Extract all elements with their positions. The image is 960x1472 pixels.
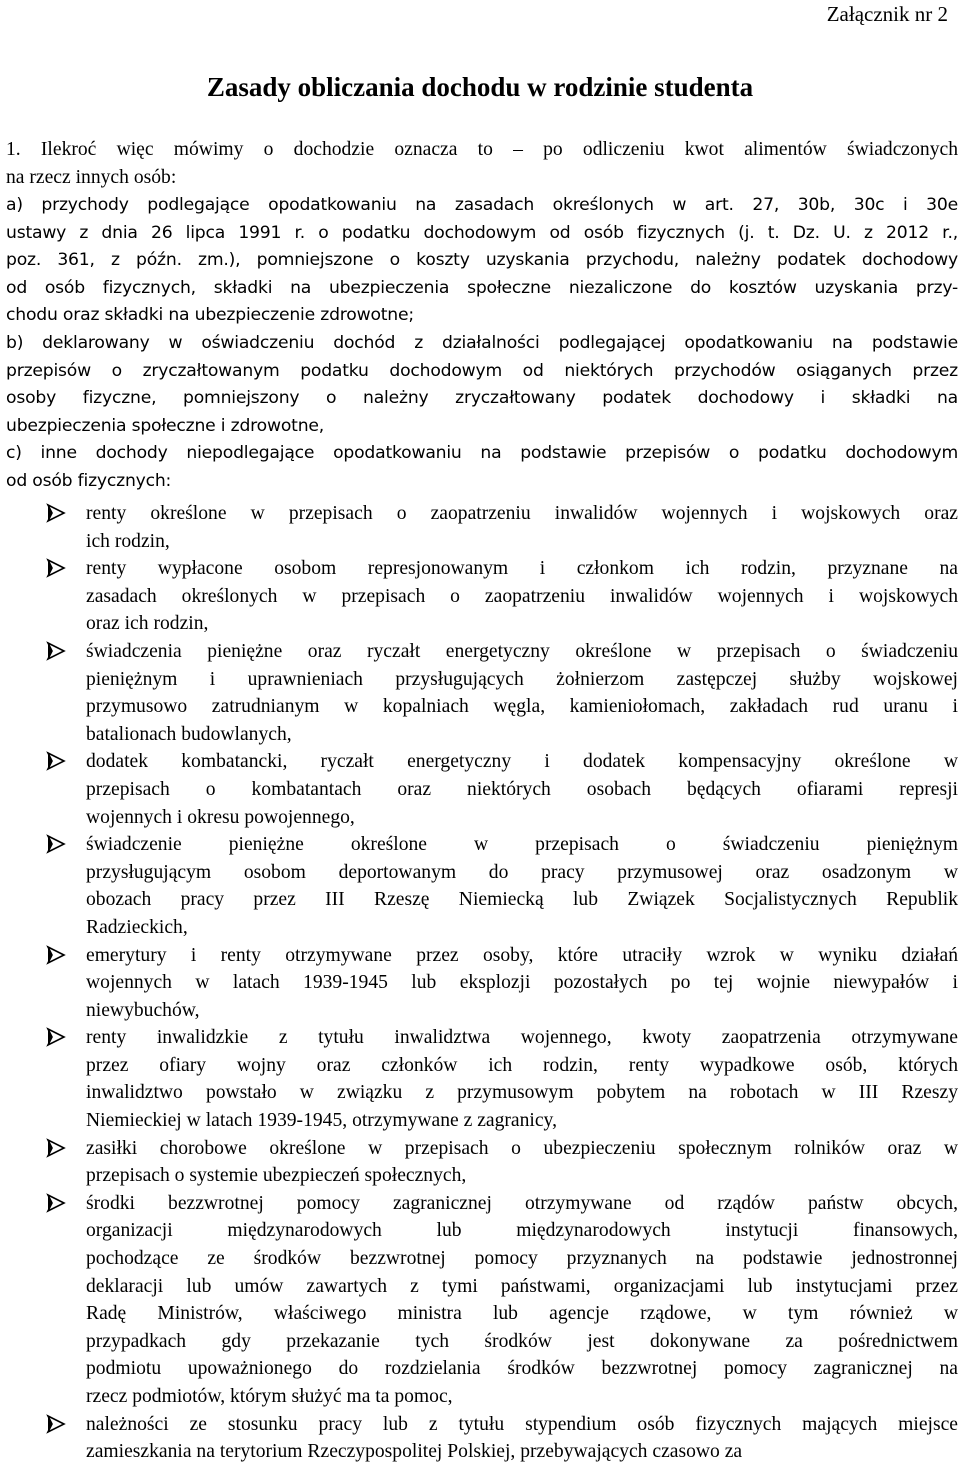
section-line: c) inne dochody niepodlegające opodatkowaniu na podstawie przepisów o podatku dochodowym	[6, 443, 958, 464]
list-item-line: wojennych w latach 1939-1945 lub eksplozji pozostałych po tej wojnie niewypałów i	[86, 972, 958, 994]
list-item-line: niewybuchów,	[86, 999, 200, 1021]
list-item-line: pieniężnym i uprawnieniach przysługujących żołnierzom zastępczej służby wojskowej	[86, 668, 958, 690]
arrow-bullet-icon	[46, 1193, 66, 1213]
arrow-bullet-icon	[46, 503, 66, 523]
arrow-bullet-icon	[46, 1138, 66, 1158]
list-item	[6, 500, 958, 555]
arrow-bullet-icon	[46, 751, 66, 771]
section-line: b) deklarowany w oświadczeniu dochód z działalności podlegającej opodatkowaniu na podstawie	[6, 332, 958, 353]
list-item-line: zasiłki chorobowe określone w przepisach o ubezpieczeniu społecznym rolników oraz w	[86, 1137, 958, 1159]
list-item-line: Radzieckich,	[86, 916, 188, 938]
list-item-line: organizacji międzynarodowych lub międzynarodowych instytucji finansowych,	[86, 1220, 958, 1242]
section-line: osoby fizyczne, pomniejszony o należny zryczałtowany podatek dochodowy i składki na	[6, 388, 958, 409]
list-item-line: podmiotu upoważnionego do rozdzielania środków bezzwrotnej pomocy zagranicznej na	[86, 1358, 958, 1380]
list-item	[6, 1135, 958, 1190]
list-item-line: przysługującym osobom deportowanym do pracy przymusowej oraz osadzonym w	[86, 861, 958, 883]
list-item-line: inwalidztwo powstało w związku z przymusowym pobytem na robotach w III Rzeszy	[86, 1082, 958, 1104]
section-line: przepisów o zryczałtowanym podatku dochodowym od niektórych przychodów osiąganych przez	[6, 360, 958, 381]
list-item-line: przez ofiary wojny oraz członków ich rodzin, renty wypadkowe osób, których	[86, 1054, 958, 1076]
list-item-line: deklaracji lub umów zawartych z tymi państwami, organizacjami lub instytucjami przez	[86, 1275, 958, 1297]
list-item	[6, 1190, 958, 1411]
list-item-line: Radę Ministrów, właściwego ministra lub agencje rządowe, w tym również w	[86, 1303, 958, 1325]
list-item-line: wojennych i okresu powojennego,	[86, 806, 355, 828]
list-item	[6, 831, 958, 941]
list-item	[6, 1024, 958, 1134]
arrow-bullet-icon	[46, 1414, 66, 1434]
attachment-label: Załącznik nr 2	[826, 2, 948, 26]
list-item-line: zamieszkania na terytorium Rzeczypospolitej Polskiej, przebywających czasowo za	[86, 1441, 743, 1463]
section-line: od osób fizycznych, składki na ubezpieczenia społeczne niezaliczone do kosztów uzyskania przy-	[6, 277, 958, 298]
bullet-list	[6, 500, 958, 1466]
intro-line: na rzecz innych osób:	[6, 166, 177, 188]
list-item	[6, 942, 958, 1025]
list-item-line: Niemieckiej w latach 1939-1945, otrzymywane z zagranicy,	[86, 1110, 557, 1132]
list-item-line: przypadkach gdy przekazanie tych środków jest dokonywane za pośrednictwem	[86, 1330, 958, 1352]
list-item	[6, 748, 958, 831]
list-item-line: przepisach o systemie ubezpieczeń społecznych,	[86, 1165, 467, 1187]
arrow-bullet-icon	[46, 641, 66, 661]
list-item-line: przymusowo zatrudnianym w kopalniach węgla, kamieniołomach, zakładach rud uranu i	[86, 696, 958, 718]
list-item-line: środki bezzwrotnej pomocy zagranicznej otrzymywane od rządów państw obcych,	[86, 1192, 958, 1214]
list-item	[6, 1411, 958, 1466]
list-item-line: obozach pracy przez III Rzeszę Niemiecką lub Związek Socjalistycznych Republik	[86, 889, 958, 911]
arrow-bullet-icon	[46, 1027, 66, 1047]
section-a-paragraph	[6, 192, 958, 496]
section-line: ubezpieczenia społeczne i zdrowotne,	[6, 415, 325, 436]
section-line: od osób fizycznych:	[6, 470, 172, 491]
list-item-line: zasadach określonych w przepisach o zaopatrzeniu inwalidów wojennych i wojskowych	[86, 585, 958, 607]
list-item-line: należności ze stosunku pracy lub z tytułu stypendium osób fizycznych mających miejsce	[86, 1413, 958, 1435]
intro-paragraph	[6, 136, 958, 191]
list-item-line: dodatek kombatancki, ryczałt energetyczny i dodatek kompensacyjny określone w	[86, 751, 958, 773]
list-item-line: przepisach o kombatantach oraz niektórych osobach będących ofiarami represji	[86, 778, 958, 800]
section-line: ustawy z dnia 26 lipca 1991 r. o podatku dochodowym od osób fizycznych (j. t. Dz. U. z 2012 r.,	[6, 222, 958, 243]
list-item-line: renty inwalidzkie z tytułu inwalidztwa wojennego, kwoty zaopatrzenia otrzymywane	[86, 1027, 958, 1049]
list-item-line: pochodzące ze środków bezzwrotnej pomocy przyznanych na podstawie jednostronnej	[86, 1248, 958, 1270]
list-item	[6, 638, 958, 748]
list-item-line: batalionach budowlanych,	[86, 723, 292, 745]
list-item-line: świadczenie pieniężne określone w przepisach o świadczeniu pieniężnym	[86, 834, 958, 856]
section-line: poz. 361, z późn. zm.), pomniejszone o koszty uzyskania przychodu, należny podatek dochodowy	[6, 250, 958, 271]
list-item-line: rzecz podmiotów, którym służyć ma ta pomoc,	[86, 1386, 453, 1407]
list-item-line: ich rodzin,	[86, 530, 170, 552]
arrow-bullet-icon	[46, 834, 66, 854]
arrow-bullet-icon	[46, 945, 66, 965]
list-item-line: świadczenia pieniężne oraz ryczałt energetyczny określone w przepisach o świadczeniu	[86, 640, 958, 662]
document-title: Zasady obliczania dochodu w rodzinie studenta	[206, 72, 754, 102]
section-line: a) przychody podlegające opodatkowaniu na zasadach określonych w art. 27, 30b, 30c i 30e	[6, 195, 958, 215]
arrow-bullet-icon	[46, 558, 66, 578]
intro-line: 1. Ilekroć więc mówimy o dochodzie oznacza to – po odliczeniu kwot alimentów świadczonych	[6, 139, 958, 160]
list-item-line: renty określone w przepisach o zaopatrzeniu inwalidów wojennych i wojskowych oraz	[86, 503, 958, 524]
list-item	[6, 555, 958, 638]
list-item-line: renty wypłacone osobom represjonowanym i członkom ich rodzin, przyznane na	[86, 558, 958, 580]
list-item-line: oraz ich rodzin,	[86, 613, 209, 635]
section-line: chodu oraz składki na ubezpieczenie zdrowotne;	[6, 305, 414, 326]
list-item-line: emerytury i renty otrzymywane przez osoby, które utraciły wzrok w wyniku działań	[86, 944, 958, 966]
